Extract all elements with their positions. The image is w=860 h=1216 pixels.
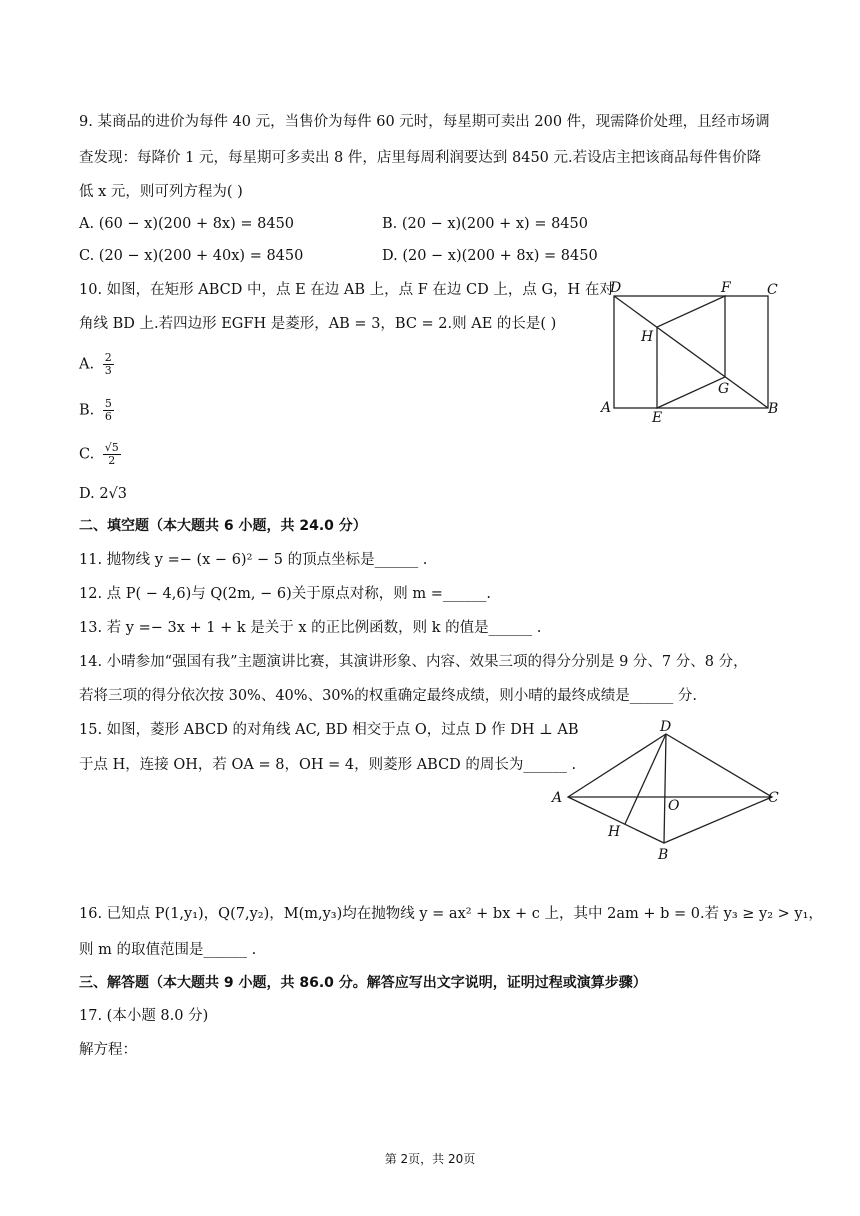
q9-option-a: A. (60 − x)(200 + 8x) = 8450: [79, 216, 295, 232]
q10-rectangle-figure: [598, 276, 788, 426]
q16-line1: 16. 已知点 P(1,y₁)，Q(7,y₂)，M(m,y₃)均在抛物线 y = ax² + bx + c 上，其中 2am + b = 0.若 y₃ ≥ y₂ > y₁，: [79, 906, 823, 922]
q14-line2: 若将三项的得分依次按 30%、40%、30%的权重确定最终成绩，则小晴的最终成绩是______ 分.: [79, 688, 698, 704]
q10-line2: 角线 BD 上.若四边形 EGFH 是菱形，AB = 3，BC = 2.则 AE 的长是( ): [79, 316, 557, 332]
q9-option-b: B. (20 − x)(200 + x) = 8450: [382, 216, 588, 232]
label-c: C: [767, 282, 778, 298]
q13: 13. 若 y =− 3x + 1 + k 是关于 x 的正比例函数，则 k 的值是______ .: [79, 620, 542, 636]
q10-option-b-numerator: 5: [104, 397, 112, 410]
diagonal-bd: [664, 734, 666, 843]
q10-option-b-label: B.: [79, 402, 95, 419]
q10-option-a-label: A.: [79, 356, 95, 373]
q9-line1: 9. 某商品的进价为每件 40 元，当售价为每件 60 元时，每星期可卖出 200 件，现需降价处理，且经市场调: [79, 114, 770, 130]
label-a: A: [601, 400, 612, 416]
q10-option-c-numerator: √5: [104, 441, 119, 454]
q10-option-b-denominator: 6: [104, 410, 112, 423]
q12: 12. 点 P( − 4,6)与 Q(2m, − 6)关于原点对称，则 m =______.: [79, 586, 491, 602]
label-f: F: [721, 280, 731, 296]
q9-option-d: D. (20 − x)(200 + 8x) = 8450: [382, 248, 598, 264]
q16-line2: 则 m 的取值范围是______ .: [79, 942, 257, 958]
q9-line3: 低 x 元，则可列方程为( ): [79, 184, 243, 200]
q10-option-c: [79, 442, 121, 467]
label-a: A: [552, 790, 563, 806]
q10-option-c-label: C.: [79, 446, 95, 463]
q17-body: 解方程：: [79, 1042, 137, 1058]
q10-option-a-numerator: 2: [104, 351, 112, 364]
label-e: E: [652, 410, 663, 426]
q14-line1: 14. 小晴参加“强国有我”主题演讲比赛，其演讲形象、内容、效果三项的得分分别是 9 分、7 分、8 分，: [79, 654, 748, 670]
q10-option-c-denominator: 2: [108, 454, 116, 467]
q9-option-c: C. (20 − x)(200 + 40x) = 8450: [79, 248, 304, 264]
label-g: G: [718, 381, 730, 397]
label-o: O: [668, 798, 680, 814]
section-3-heading: 三、解答题（本大题共 9 小题，共 86.0 分。解答应写出文字说明，证明过程或演算步骤）: [79, 975, 647, 991]
q10-option-d: D. 2√3: [79, 486, 128, 502]
q9-line2: 查发现：每降价 1 元，每星期可多卖出 8 件，店里每周利润要达到 8450 元.若设店主把该商品每件售价降: [79, 150, 762, 166]
rhombus-abcd: [568, 734, 772, 843]
diagonal-bd: [614, 296, 768, 408]
page-footer: 第 2页，共 20页: [384, 1152, 476, 1166]
label-b: B: [768, 401, 779, 417]
q15-line1: 15. 如图，菱形 ABCD 的对角线 AC, BD 相交于点 O，过点 D 作 DH ⊥ AB: [79, 722, 579, 738]
q10-line1: 10. 如图，在矩形 ABCD 中，点 E 在边 AB 上，点 F 在边 CD 上，点 G，H 在对: [79, 282, 614, 298]
q10-option-a: [79, 352, 114, 377]
label-d: D: [660, 720, 672, 735]
q10-option-b: [79, 398, 114, 423]
q15-line2: 于点 H，连接 OH，若 OA = 8，OH = 4，则菱形 ABCD 的周长为______ .: [79, 757, 577, 773]
q10-option-a-fraction: [103, 352, 114, 377]
label-h: H: [608, 824, 621, 840]
q15-rhombus-figure: [548, 720, 788, 868]
label-c: C: [768, 790, 779, 806]
q10-option-a-denominator: 3: [104, 364, 112, 377]
q17-title: 17. (本小题 8.0 分): [79, 1008, 209, 1024]
section-2-heading: 二、填空题（本大题共 6 小题，共 24.0 分）: [79, 518, 367, 534]
label-b: B: [658, 847, 669, 863]
q10-option-b-fraction: [103, 398, 114, 423]
q11: 11. 抛物线 y =− (x − 6)² − 5 的顶点坐标是______ .: [79, 552, 428, 568]
label-h: H: [641, 329, 654, 345]
label-d: D: [610, 280, 622, 296]
q10-option-c-fraction: [103, 442, 121, 467]
